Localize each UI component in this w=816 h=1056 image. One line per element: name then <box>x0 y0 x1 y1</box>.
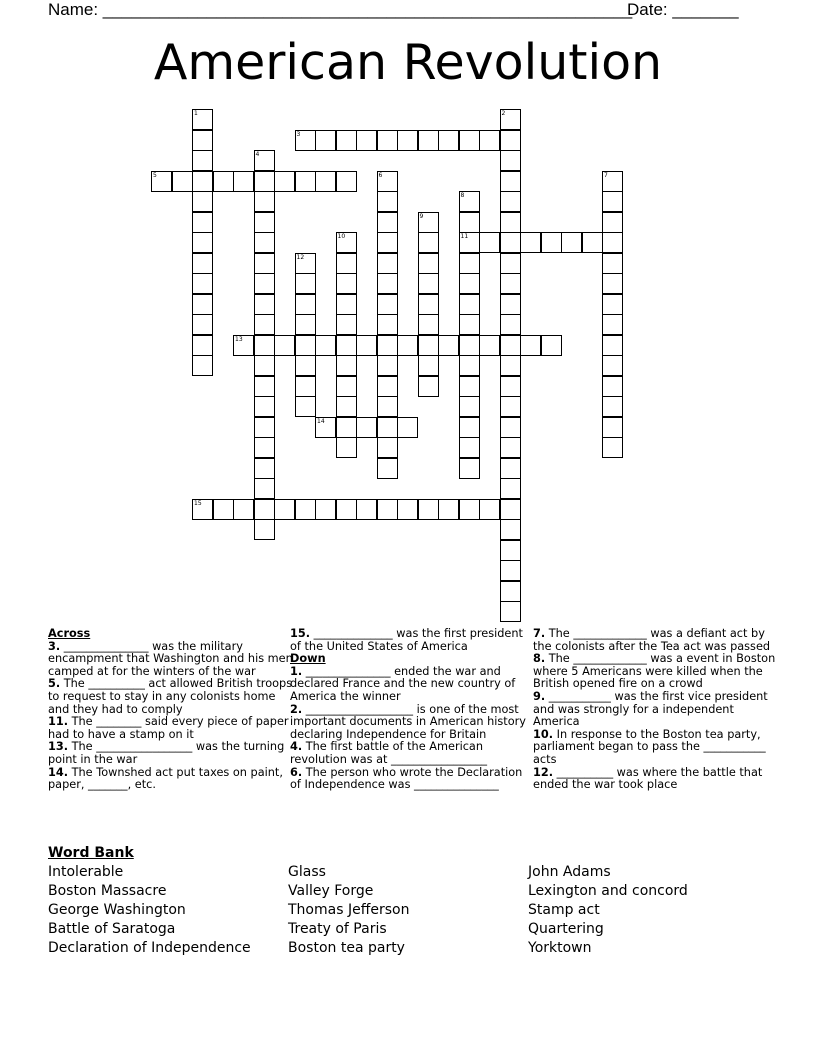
grid-cell[interactable] <box>377 273 398 294</box>
grid-cell[interactable] <box>336 253 357 274</box>
clue-number: 14 <box>317 417 325 425</box>
grid-cell[interactable] <box>500 171 521 192</box>
grid-cell[interactable] <box>315 417 336 438</box>
grid-cell[interactable] <box>500 253 521 274</box>
grid-cell[interactable] <box>377 314 398 335</box>
word-bank-item: Lexington and concord <box>528 883 688 899</box>
grid-cell[interactable] <box>602 273 623 294</box>
grid-cell[interactable] <box>295 314 316 335</box>
grid-cell[interactable] <box>233 171 254 192</box>
grid-cell[interactable] <box>192 314 213 335</box>
grid-cell[interactable] <box>213 171 234 192</box>
grid-cell[interactable] <box>602 232 623 253</box>
clue-down-10: 10. In response to the Boston tea party, parliament began to pass the ___________ acts <box>533 727 766 766</box>
grid-cell[interactable] <box>500 458 521 479</box>
grid-cell[interactable] <box>418 212 439 233</box>
grid-cell[interactable] <box>377 437 398 458</box>
clue-across-11: 11. The ________ said every piece of paper had to have a stamp on it <box>48 715 289 741</box>
grid-cell[interactable] <box>356 417 377 438</box>
grid-cell[interactable] <box>377 294 398 315</box>
clue-down-4: 4. The first battle of the American revolution was at _________________ <box>290 740 488 766</box>
grid-cell[interactable] <box>418 294 439 315</box>
down-heading: Down <box>290 652 326 666</box>
grid-cell[interactable] <box>500 150 521 171</box>
grid-cell[interactable] <box>561 232 582 253</box>
word-bank-item: Stamp act <box>528 902 600 918</box>
grid-cell[interactable] <box>192 130 213 151</box>
grid-cell[interactable] <box>459 253 480 274</box>
grid-cell[interactable] <box>377 396 398 417</box>
grid-cell[interactable] <box>397 130 418 151</box>
word-bank-item: Yorktown <box>528 940 592 956</box>
grid-cell[interactable] <box>459 314 480 335</box>
grid-cell[interactable] <box>254 417 275 438</box>
word-bank-item: Intolerable <box>48 864 124 880</box>
clue-down-8: 8. The _____________ was a event in Boston where 5 Americans were killed when the British opened fire on a crowd <box>533 652 776 691</box>
grid-cell[interactable] <box>500 130 521 151</box>
grid-cell[interactable] <box>336 437 357 458</box>
word-bank-item: Battle of Saratoga <box>48 921 176 937</box>
grid-cell[interactable] <box>192 171 213 192</box>
grid-cell[interactable] <box>377 130 398 151</box>
word-bank-item: Declaration of Independence <box>48 940 251 956</box>
date-line: Date: _______ <box>627 0 739 19</box>
name-line: Name: ________________________________________________________ <box>48 0 633 19</box>
grid-cell[interactable] <box>336 294 357 315</box>
grid-cell[interactable] <box>500 294 521 315</box>
grid-cell[interactable] <box>500 396 521 417</box>
grid-cell[interactable] <box>418 314 439 335</box>
word-bank-item: Quartering <box>528 921 604 937</box>
grid-cell[interactable] <box>254 437 275 458</box>
grid-cell[interactable] <box>418 130 439 151</box>
grid-cell[interactable] <box>254 335 275 356</box>
grid-cell[interactable] <box>500 437 521 458</box>
grid-cell[interactable] <box>459 376 480 397</box>
grid-cell[interactable] <box>295 171 316 192</box>
grid-cell[interactable] <box>377 253 398 274</box>
grid-cell[interactable] <box>479 232 500 253</box>
grid-cell[interactable] <box>459 273 480 294</box>
grid-cell[interactable] <box>602 171 623 192</box>
grid-cell[interactable] <box>397 417 418 438</box>
grid-cell[interactable] <box>500 519 521 540</box>
grid-cell[interactable] <box>602 376 623 397</box>
word-bank-item: Thomas Jefferson <box>288 902 410 918</box>
grid-cell[interactable] <box>418 253 439 274</box>
grid-cell[interactable] <box>500 601 521 622</box>
grid-cell[interactable] <box>192 109 213 130</box>
grid-cell[interactable] <box>602 212 623 233</box>
clue-across-15: 15. ______________ was the first president of the United States of America <box>290 627 523 653</box>
grid-cell[interactable] <box>254 273 275 294</box>
clue-across-13: 13. The _________________ was the turning point in the war <box>48 740 285 766</box>
grid-cell[interactable] <box>192 191 213 212</box>
grid-cell[interactable] <box>192 212 213 233</box>
word-bank-item: Valley Forge <box>288 883 374 899</box>
clue-down-2: 2. ___________________ is one of the most important documents in American history declaring Independence for Britain <box>290 702 526 741</box>
grid-cell[interactable] <box>295 294 316 315</box>
grid-cell[interactable] <box>418 273 439 294</box>
grid-cell[interactable] <box>459 212 480 233</box>
grid-cell[interactable] <box>418 499 439 520</box>
grid-cell[interactable] <box>418 232 439 253</box>
grid-cell[interactable] <box>192 294 213 315</box>
grid-cell[interactable] <box>192 273 213 294</box>
grid-cell[interactable] <box>500 581 521 602</box>
grid-cell[interactable] <box>541 335 562 356</box>
grid-cell[interactable] <box>377 417 398 438</box>
grid-cell[interactable] <box>438 499 459 520</box>
grid-cell[interactable] <box>602 253 623 274</box>
clue-across-3: 3. _______________ was the military encampment that Washington and his men camped at for the winters of the war <box>48 639 293 678</box>
page-title: American Revolution <box>153 34 663 91</box>
grid-cell[interactable] <box>500 191 521 212</box>
grid-cell[interactable] <box>500 540 521 561</box>
grid-cell[interactable] <box>438 335 459 356</box>
grid-cell[interactable] <box>254 355 275 376</box>
grid-cell[interactable] <box>602 294 623 315</box>
word-bank-item: John Adams <box>528 864 611 880</box>
grid-cell[interactable] <box>295 355 316 376</box>
grid-cell[interactable] <box>377 499 398 520</box>
grid-cell[interactable] <box>356 335 377 356</box>
grid-cell[interactable] <box>254 232 275 253</box>
clue-down-9: 9. ___________ was the first vice president and was strongly for a independent America <box>533 689 768 729</box>
clue-number: 8 <box>460 192 465 199</box>
grid-cell[interactable] <box>254 171 275 192</box>
clue-column-2 <box>290 628 535 792</box>
clue-number: 2 <box>501 110 506 117</box>
clue-down-6: 6. The person who wrote the Declaration of Independence was _______________ <box>290 765 523 792</box>
clue-number: 5 <box>153 171 157 179</box>
grid-cell[interactable] <box>213 499 234 520</box>
grid-cell[interactable] <box>336 171 357 192</box>
clue-number: 6 <box>378 171 383 179</box>
word-bank-item: George Washington <box>48 902 186 918</box>
grid-cell[interactable] <box>233 335 254 356</box>
grid-cell[interactable] <box>459 335 480 356</box>
grid-cell[interactable] <box>254 519 275 540</box>
clue-number: 15 <box>194 499 202 507</box>
grid-cell[interactable] <box>500 212 521 233</box>
grid-cell[interactable] <box>254 294 275 315</box>
grid-cell[interactable] <box>295 396 316 417</box>
clue-number: 9 <box>419 212 424 220</box>
grid-cell[interactable] <box>418 376 439 397</box>
grid-cell[interactable] <box>315 499 336 520</box>
grid-cell[interactable] <box>254 376 275 397</box>
grid-cell[interactable] <box>602 335 623 356</box>
word-bank-column-1 <box>48 863 251 958</box>
grid-cell[interactable] <box>479 335 500 356</box>
grid-cell[interactable] <box>500 417 521 438</box>
grid-cell[interactable] <box>254 212 275 233</box>
grid-cell[interactable] <box>377 191 398 212</box>
grid-cell[interactable] <box>336 417 357 438</box>
grid-cell[interactable] <box>500 109 521 130</box>
grid-cell[interactable] <box>336 130 357 151</box>
grid-cell[interactable] <box>520 232 541 253</box>
grid-cell[interactable] <box>315 171 336 192</box>
word-bank-column-3 <box>528 863 688 958</box>
grid-cell[interactable] <box>356 499 377 520</box>
grid-cell[interactable] <box>192 253 213 274</box>
grid-cell[interactable] <box>602 437 623 458</box>
grid-cell[interactable] <box>500 232 521 253</box>
grid-cell[interactable] <box>336 232 357 253</box>
grid-cell[interactable] <box>459 396 480 417</box>
grid-cell[interactable] <box>377 171 398 192</box>
grid-cell[interactable] <box>500 376 521 397</box>
grid-cell[interactable] <box>479 130 500 151</box>
grid-cell[interactable] <box>315 130 336 151</box>
grid-cell[interactable] <box>459 417 480 438</box>
grid-cell[interactable] <box>377 212 398 233</box>
grid-cell[interactable] <box>541 232 562 253</box>
grid-cell[interactable] <box>254 458 275 479</box>
grid-cell[interactable] <box>459 232 480 253</box>
clue-column-1 <box>48 628 293 792</box>
grid-cell[interactable] <box>336 335 357 356</box>
grid-cell[interactable] <box>397 335 418 356</box>
clue-number: 4 <box>255 151 260 158</box>
across-heading: Across <box>48 627 91 640</box>
grid-cell[interactable] <box>377 458 398 479</box>
grid-cell[interactable] <box>172 171 193 192</box>
clue-down-12: 12. __________ was where the battle that ended the war took place <box>533 765 763 792</box>
clue-number: 7 <box>604 171 608 179</box>
grid-cell[interactable] <box>274 335 295 356</box>
clue-column-3 <box>533 628 778 792</box>
clue-down-1: 1. _______________ ended the war and declared France and the new country of America the winner <box>290 664 516 703</box>
grid-cell[interactable] <box>500 335 521 356</box>
clue-number: 3 <box>296 130 301 138</box>
grid-cell[interactable] <box>295 273 316 294</box>
grid-cell[interactable] <box>192 499 213 520</box>
grid-cell[interactable] <box>254 150 275 171</box>
grid-cell[interactable] <box>418 355 439 376</box>
grid-cell[interactable] <box>500 273 521 294</box>
grid-cell[interactable] <box>459 437 480 458</box>
grid-cell[interactable] <box>459 355 480 376</box>
word-bank-column-2 <box>288 863 409 958</box>
grid-cell[interactable] <box>397 499 418 520</box>
grid-cell[interactable] <box>582 232 603 253</box>
grid-cell[interactable] <box>336 396 357 417</box>
grid-cell[interactable] <box>459 294 480 315</box>
grid-cell[interactable] <box>479 499 500 520</box>
grid-cell[interactable] <box>336 499 357 520</box>
grid-cell[interactable] <box>254 478 275 499</box>
grid-cell[interactable] <box>356 130 377 151</box>
grid-cell[interactable] <box>233 499 254 520</box>
grid-cell[interactable] <box>254 499 275 520</box>
grid-cell[interactable] <box>500 560 521 581</box>
word-bank-item: Boston tea party <box>288 940 405 956</box>
grid-cell[interactable] <box>274 499 295 520</box>
grid-cell[interactable] <box>377 376 398 397</box>
clue-number: 11 <box>460 233 469 240</box>
grid-cell[interactable] <box>254 253 275 274</box>
grid-cell[interactable] <box>192 335 213 356</box>
word-bank-item: Boston Massacre <box>48 883 167 899</box>
grid-cell[interactable] <box>500 499 521 520</box>
grid-cell[interactable] <box>336 273 357 294</box>
grid-cell[interactable] <box>254 314 275 335</box>
grid-cell[interactable] <box>602 191 623 212</box>
grid-cell[interactable] <box>295 253 316 274</box>
grid-cell[interactable] <box>438 130 459 151</box>
grid-cell[interactable] <box>602 396 623 417</box>
clue-down-7: 7. The _____________ was a defiant act by the colonists after the Tea act was passed <box>533 627 771 653</box>
grid-cell[interactable] <box>254 191 275 212</box>
grid-cell[interactable] <box>295 376 316 397</box>
word-bank-item: Glass <box>288 864 326 880</box>
grid-cell[interactable] <box>459 130 480 151</box>
grid-cell[interactable] <box>377 335 398 356</box>
grid-cell[interactable] <box>459 458 480 479</box>
grid-cell[interactable] <box>192 355 213 376</box>
grid-cell[interactable] <box>602 314 623 335</box>
grid-cell[interactable] <box>377 355 398 376</box>
grid-cell[interactable] <box>295 130 316 151</box>
grid-cell[interactable] <box>418 335 439 356</box>
word-bank-title: Word Bank <box>48 845 134 861</box>
grid-cell[interactable] <box>602 417 623 438</box>
clue-number: 1 <box>194 110 198 117</box>
grid-cell[interactable] <box>151 171 172 192</box>
grid-cell[interactable] <box>295 499 316 520</box>
grid-cell[interactable] <box>459 191 480 212</box>
clue-number: 12 <box>296 253 305 261</box>
grid-cell[interactable] <box>254 396 275 417</box>
word-bank-item: Treaty of Paris <box>288 921 387 937</box>
grid-cell[interactable] <box>336 314 357 335</box>
grid-cell[interactable] <box>602 355 623 376</box>
grid-cell[interactable] <box>520 335 541 356</box>
grid-cell[interactable] <box>336 355 357 376</box>
grid-cell[interactable] <box>500 478 521 499</box>
grid-cell[interactable] <box>192 150 213 171</box>
clue-number: 10 <box>337 233 346 240</box>
grid-cell[interactable] <box>315 335 336 356</box>
grid-cell[interactable] <box>295 335 316 356</box>
grid-cell[interactable] <box>192 232 213 253</box>
clue-across-5: 5. The __________ act allowed British troops to request to stay in any colonists home and they had to comply <box>48 677 293 716</box>
grid-cell[interactable] <box>274 171 295 192</box>
grid-cell[interactable] <box>500 355 521 376</box>
grid-cell[interactable] <box>500 314 521 335</box>
grid-cell[interactable] <box>377 232 398 253</box>
grid-cell[interactable] <box>459 499 480 520</box>
clue-number: 13 <box>235 335 243 343</box>
grid-cell[interactable] <box>336 376 357 397</box>
clue-across-14: 14. The Townshed act put taxes on paint, paper, _______, etc. <box>48 765 283 792</box>
